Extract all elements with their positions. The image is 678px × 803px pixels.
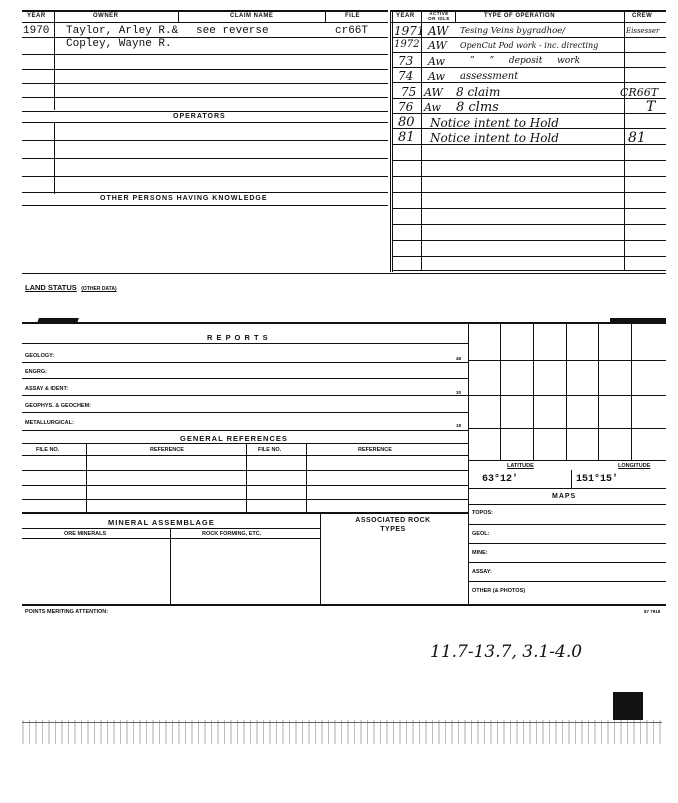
op-row-1-crew: Eissesser — [626, 27, 660, 35]
ore-minerals-header: ORE MINERALS — [64, 531, 107, 537]
maps-geol: GEOL: — [472, 531, 490, 537]
op-row-6-status: Aw — [424, 101, 441, 114]
op-row-6-type: 8 clms — [456, 100, 499, 115]
op-row-2-type: OpenCut Pod work - inc. directing — [460, 41, 599, 50]
report-geology: GEOLOGY: — [25, 353, 55, 359]
rock-forming-header: ROCK FORMING, ETC. — [202, 531, 262, 537]
op-row-4-year: 74 — [398, 69, 414, 83]
op-row-4-status: Aw — [428, 70, 445, 83]
ref-header-reference-2: REFERENCE — [358, 447, 392, 453]
longitude-label: LONGITUDE — [618, 463, 651, 469]
op-row-2-year: 1972 — [394, 39, 420, 50]
op-row-1-status: AW — [428, 24, 449, 38]
header-year: YEAR — [27, 13, 46, 19]
header-owner: OWNER — [93, 13, 119, 19]
op-row-4-type: assessment — [460, 71, 519, 82]
op-row-5-crew: CR66T — [620, 86, 659, 99]
op-row-7-year: 80 — [398, 115, 415, 130]
op-row-3-type: ” ” deposit work — [470, 56, 581, 66]
owner-name-2: Copley, Wayne R. — [66, 38, 172, 50]
form-code: 87 7918 — [644, 609, 661, 614]
report-num-18: 18 — [456, 423, 462, 428]
owner-name-1: Taylor, Arley R.& — [66, 25, 179, 37]
op-row-2-status: AW — [428, 39, 447, 52]
op-row-5-type: 8 claim — [456, 85, 501, 99]
latitude-label: LATITUDE — [507, 463, 534, 469]
land-status-sublabel: (OTHER DATA) — [81, 286, 117, 292]
header-claim-name: CLAIM NAME — [230, 13, 274, 19]
op-row-1-type: Tesing Veins bygradhoe/ — [460, 26, 566, 36]
maps-assay: ASSAY: — [472, 569, 492, 575]
maps-topos: TOPOS: — [472, 510, 493, 516]
op-row-5-status: AW — [424, 86, 443, 99]
op-row-8-crew: 81 — [628, 130, 646, 146]
report-engrg: ENGRG: — [25, 369, 47, 375]
report-geophys: GEOPHYS. & GEOCHEM: — [25, 403, 92, 409]
op-row-3-year: 73 — [398, 54, 414, 68]
latitude-value: 63°12' — [482, 474, 519, 485]
op-row-3-status: Aw — [428, 55, 445, 68]
reports-heading: R E P O R T S — [207, 333, 269, 342]
claim-name-value: see reverse — [196, 25, 269, 37]
report-assay: ASSAY & IDENT: — [25, 386, 69, 392]
other-persons-heading: OTHER PERSONS HAVING KNOWLEDGE — [100, 195, 268, 202]
report-num-48: 48 — [456, 356, 462, 361]
file-value: cr66T — [335, 25, 369, 37]
op-row-8-type: Notice intent to Hold — [430, 131, 559, 145]
owner-year: 1970 — [23, 25, 50, 37]
land-status-label: LAND STATUS — [25, 283, 77, 292]
mineral-assemblage-heading: MINERAL ASSEMBLAGE — [108, 518, 215, 527]
report-metallurgical: METALLURGICAL: — [25, 420, 74, 426]
maps-mine: MINE: — [472, 550, 488, 556]
general-references-heading: GENERAL REFERENCES — [180, 434, 288, 443]
op-row-6-year: 76 — [398, 100, 414, 114]
black-tab-marker — [613, 692, 643, 720]
maps-heading: MAPS — [552, 493, 577, 500]
header-year-ops: YEAR — [396, 13, 415, 19]
handwritten-note: 11.7-13.7, 3.1-4.0 — [430, 642, 583, 662]
op-row-1-year: 1971 — [394, 24, 425, 38]
ref-header-file-no-2: FILE NO. — [258, 447, 282, 453]
scan-edge-noise — [22, 720, 662, 744]
ref-header-reference-1: REFERENCE — [150, 447, 184, 453]
header-file: FILE — [345, 13, 360, 19]
report-num-30: 30 — [456, 390, 462, 395]
operators-heading: OPERATORS — [173, 113, 226, 120]
longitude-value: 151°15' — [576, 474, 619, 485]
land-status-heading — [25, 277, 117, 295]
ref-header-file-no-1: FILE NO. — [36, 447, 60, 453]
op-row-5-year: 75 — [401, 85, 417, 99]
points-meriting-attention: POINTS MERITING ATTENTION: — [25, 609, 109, 615]
header-crew: CREW — [632, 13, 653, 19]
op-row-7-type: Notice intent to Hold — [430, 116, 559, 130]
op-row-8-year: 81 — [398, 130, 415, 145]
op-row-6-crew: T — [646, 99, 656, 115]
header-active-idle: ACTIVE OR IDLE — [428, 11, 450, 21]
header-type-of-operation: TYPE OF OPERATION — [484, 13, 556, 19]
maps-other: OTHER (& PHOTOS) — [472, 588, 526, 594]
associated-rock-types-heading: ASSOCIATED ROCK TYPES — [355, 517, 431, 533]
